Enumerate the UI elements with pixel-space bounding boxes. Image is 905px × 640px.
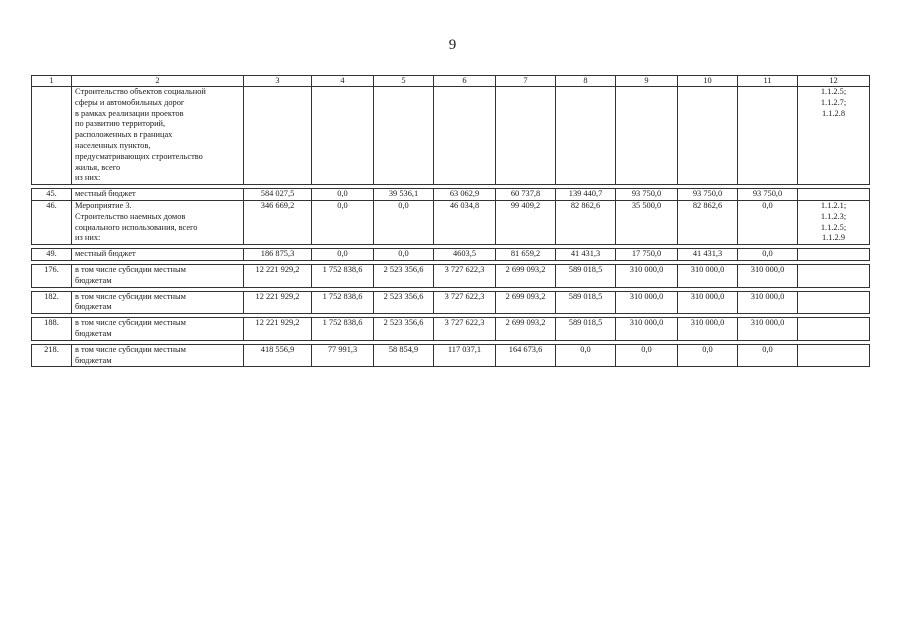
table-cell: 0,0 xyxy=(738,344,798,367)
table-cell: 82 862,6 xyxy=(556,200,616,244)
table-cell xyxy=(556,87,616,185)
table-cell xyxy=(374,87,434,185)
table-cell: 310 000,0 xyxy=(738,264,798,287)
table-cell: 418 556,9 xyxy=(244,344,312,367)
table-cell: 1 752 838,6 xyxy=(312,264,374,287)
row-name: в том числе субсидии местным бюджетам xyxy=(72,291,244,314)
table-cell xyxy=(244,87,312,185)
column-header: 2 xyxy=(72,76,244,87)
table-cell: 93 750,0 xyxy=(616,189,678,201)
table-cell: 310 000,0 xyxy=(738,291,798,314)
row-name: в том числе субсидии местным бюджетам xyxy=(72,344,244,367)
table-cell: 39 536,1 xyxy=(374,189,434,201)
table-cell: 584 027,5 xyxy=(244,189,312,201)
table-cell: 81 659,2 xyxy=(496,249,556,261)
table-cell: 0,0 xyxy=(312,249,374,261)
table-cell: 35 500,0 xyxy=(616,200,678,244)
table-cell: 41 431,3 xyxy=(678,249,738,261)
row-number: 176. xyxy=(32,264,72,287)
table-row xyxy=(32,344,870,367)
table-cell: 139 440,7 xyxy=(556,189,616,201)
column-header: 5 xyxy=(374,76,434,87)
table-cell: 2 699 093,2 xyxy=(496,264,556,287)
table-cell: 310 000,0 xyxy=(678,318,738,341)
table-cell: 117 037,1 xyxy=(434,344,496,367)
row-number: 46. xyxy=(32,200,72,244)
table-row xyxy=(32,291,870,314)
table-cell: 589 018,5 xyxy=(556,264,616,287)
header-row xyxy=(32,76,870,87)
row-name: местный бюджет xyxy=(72,249,244,261)
table-cell: 186 875,3 xyxy=(244,249,312,261)
row-name: в том числе субсидии местным бюджетам xyxy=(72,264,244,287)
row-codes: 1.1.2.5; 1.1.2.7; 1.1.2.8 xyxy=(798,87,870,185)
table-row xyxy=(32,189,870,201)
table-cell: 3 727 622,3 xyxy=(434,291,496,314)
column-header: 4 xyxy=(312,76,374,87)
table-cell xyxy=(678,87,738,185)
column-header: 8 xyxy=(556,76,616,87)
table-cell: 310 000,0 xyxy=(616,291,678,314)
table-cell: 2 523 356,6 xyxy=(374,318,434,341)
table-cell: 0,0 xyxy=(312,200,374,244)
table-cell: 1 752 838,6 xyxy=(312,291,374,314)
row-number: 45. xyxy=(32,189,72,201)
column-header: 11 xyxy=(738,76,798,87)
table-cell: 2 699 093,2 xyxy=(496,291,556,314)
column-header: 12 xyxy=(798,76,870,87)
table-cell: 93 750,0 xyxy=(738,189,798,201)
column-header: 10 xyxy=(678,76,738,87)
table-cell: 589 018,5 xyxy=(556,318,616,341)
table-cell: 0,0 xyxy=(738,200,798,244)
row-codes xyxy=(798,264,870,287)
table-cell: 310 000,0 xyxy=(738,318,798,341)
row-name: Строительство объектов социальной сферы и автомобильных дорог в рамках реализации проектов по развитию территорий, расположенных в границах населенных пунктов, предусматривающих строительство жилья, всего из них: xyxy=(72,87,244,185)
row-name: в том числе субсидии местным бюджетам xyxy=(72,318,244,341)
column-header: 1 xyxy=(32,76,72,87)
row-codes xyxy=(798,344,870,367)
row-codes xyxy=(798,318,870,341)
row-name: местный бюджет xyxy=(72,189,244,201)
table-cell: 46 034,8 xyxy=(434,200,496,244)
table-cell: 0,0 xyxy=(312,189,374,201)
row-codes: 1.1.2.1; 1.1.2.3; 1.1.2.5; 1.1.2.9 xyxy=(798,200,870,244)
table-row xyxy=(32,318,870,341)
table-cell: 310 000,0 xyxy=(678,291,738,314)
table-cell: 93 750,0 xyxy=(678,189,738,201)
table-cell: 12 221 929,2 xyxy=(244,318,312,341)
table-cell: 0,0 xyxy=(678,344,738,367)
budget-table xyxy=(31,75,870,367)
row-codes xyxy=(798,189,870,201)
table-row xyxy=(32,200,870,244)
table-cell: 0,0 xyxy=(556,344,616,367)
table-cell: 58 854,9 xyxy=(374,344,434,367)
row-number: 49. xyxy=(32,249,72,261)
table-cell: 2 523 356,6 xyxy=(374,264,434,287)
column-header: 6 xyxy=(434,76,496,87)
table-cell: 12 221 929,2 xyxy=(244,291,312,314)
row-name: Мероприятие 3. Строительство наемных домов социального использования, всего из них: xyxy=(72,200,244,244)
row-number: 188. xyxy=(32,318,72,341)
table-cell: 60 737,8 xyxy=(496,189,556,201)
table-cell: 589 018,5 xyxy=(556,291,616,314)
table-cell: 0,0 xyxy=(616,344,678,367)
column-header: 7 xyxy=(496,76,556,87)
table-cell xyxy=(616,87,678,185)
table-cell: 1 752 838,6 xyxy=(312,318,374,341)
page-number: 9 xyxy=(448,37,457,53)
table-cell: 12 221 929,2 xyxy=(244,264,312,287)
table-cell: 63 062,9 xyxy=(434,189,496,201)
table-cell: 2 699 093,2 xyxy=(496,318,556,341)
column-header: 3 xyxy=(244,76,312,87)
table-row xyxy=(32,264,870,287)
table-cell: 164 673,6 xyxy=(496,344,556,367)
table-cell: 3 727 622,3 xyxy=(434,264,496,287)
table-row xyxy=(32,87,870,185)
table-cell: 310 000,0 xyxy=(678,264,738,287)
table-cell: 310 000,0 xyxy=(616,264,678,287)
table-cell: 17 750,0 xyxy=(616,249,678,261)
table-cell: 3 727 622,3 xyxy=(434,318,496,341)
table-cell: 0,0 xyxy=(374,200,434,244)
table-cell: 0,0 xyxy=(374,249,434,261)
table-cell: 99 409,2 xyxy=(496,200,556,244)
table-cell: 41 431,3 xyxy=(556,249,616,261)
table-cell: 82 862,6 xyxy=(678,200,738,244)
row-number: 218. xyxy=(32,344,72,367)
table-cell: 0,0 xyxy=(738,249,798,261)
row-codes xyxy=(798,249,870,261)
column-header: 9 xyxy=(616,76,678,87)
table-cell: 4603,5 xyxy=(434,249,496,261)
table-cell: 310 000,0 xyxy=(616,318,678,341)
table-cell: 2 523 356,6 xyxy=(374,291,434,314)
table-cell xyxy=(312,87,374,185)
table-cell: 77 991,3 xyxy=(312,344,374,367)
row-number: 182. xyxy=(32,291,72,314)
table-cell: 346 669,2 xyxy=(244,200,312,244)
table-row xyxy=(32,249,870,261)
row-codes xyxy=(798,291,870,314)
row-number xyxy=(32,87,72,185)
table-cell xyxy=(434,87,496,185)
table-cell xyxy=(496,87,556,185)
table-cell xyxy=(738,87,798,185)
